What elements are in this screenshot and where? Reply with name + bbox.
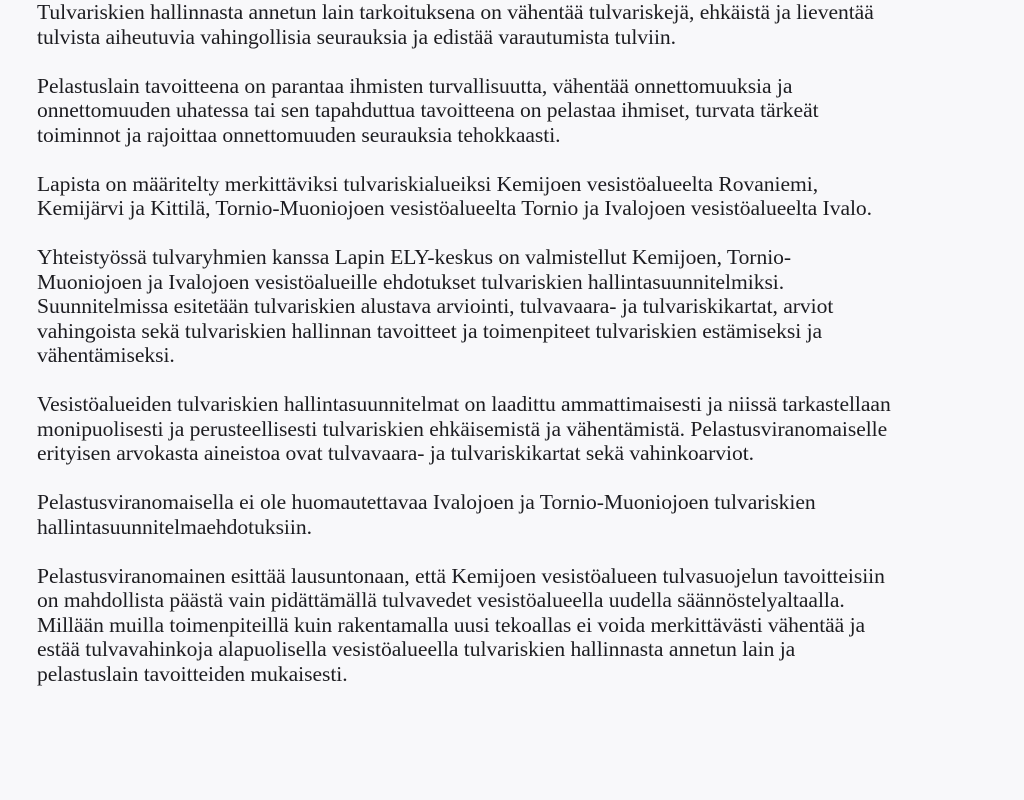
- paragraph-ely-centre-proposals: [37, 245, 1012, 368]
- text-line: monipuolisesti ja perusteellisesti tulvariskien ehkäisemistä ja vähentämistä. Pelastusviranomaiselle: [37, 416, 888, 441]
- text-line: Pelastuslain tavoitteena on parantaa ihmisten turvallisuutta, vähentää onnettomuuksia ja: [37, 73, 793, 98]
- text-line: Vesistöalueiden tulvariskien hallintasuunnitelmat on laadittu ammattimaisesti ja niissä tarkastellaan: [37, 392, 891, 416]
- text-line: erityisen arvokasta aineistoa ovat tulvavaara- ja tulvariskikartat sekä vahinkoarviot.: [37, 441, 755, 465]
- text-line: Pelastusviranomaisella ei ole huomautettavaa Ivalojoen ja Tornio-Muoniojoen tulvariskien: [37, 490, 816, 514]
- text-line: Lapista on määritelty merkittäviksi tulvariskialueiksi Kemijoen vesistöalueelta Rovaniemi,: [37, 171, 819, 196]
- text-line: estää tulvavahinkoja alapuolisella vesistöalueella tulvariskien hallinnasta annetun lain ja: [37, 637, 796, 661]
- text-line: Yhteistyössä tulvaryhmien kanssa Lapin ELY-keskus on valmistellut Kemijoen, Tornio-: [37, 245, 792, 269]
- text-line: Suunnitelmissa esitetään tulvariskien alustava arviointi, tulvavaara- ja tulvariskikartat, arviot: [37, 294, 834, 318]
- paragraph-rescue-act-goal: [37, 74, 1012, 148]
- text-line: vahingoista sekä tulvariskien hallinnan tavoitteet ja toimenpiteet tulvariskien estämiseksi ja: [37, 318, 823, 343]
- paragraph-significant-risk-areas: [37, 172, 1012, 221]
- text-line: pelastuslain tavoitteiden mukaisesti.: [37, 661, 348, 686]
- text-line: onnettomuuden uhatessa tai sen tapahduttua tavoitteena on pelastaa ihmiset, turvata tärkeät: [37, 98, 819, 122]
- text-line: on mahdollista päästä vain pidättämällä tulvavedet vesistöalueella uudella säännöstelyaltaalla.: [37, 588, 845, 612]
- paragraph-plans-assessment: [37, 392, 1012, 466]
- text-line: tulvista aiheutuvia vahingollisia seurauksia ja edistää varautumista tulviin.: [37, 24, 677, 49]
- paragraph-no-comments: [37, 490, 1012, 539]
- text-line: Muoniojoen ja Ivalojoen vesistöalueille ehdotukset tulvariskien hallintasuunnitelmiksi.: [37, 269, 785, 294]
- text-line: Tulvariskien hallinnasta annetun lain tarkoituksena on vähentää tulvariskejä, ehkäistä ja lieventää: [37, 0, 874, 24]
- document-body: [37, 0, 1012, 711]
- text-line: Pelastusviranomainen esittää lausuntonaan, että Kemijoen vesistöalueen tulvasuojelun tavoitteisiin: [37, 563, 885, 588]
- text-line: Millään muilla toimenpiteillä kuin rakentamalla uusi tekoallas ei voida merkittävästi vähentää ja: [37, 612, 866, 637]
- paragraph-statement-kemijoki: [37, 564, 1012, 687]
- text-line: hallintasuunnitelmaehdotuksiin.: [37, 514, 312, 539]
- text-line: vähentämiseksi.: [37, 343, 175, 367]
- text-line: toiminnot ja rajoittaa onnettomuuden seurauksia tehokkaasti.: [37, 122, 561, 147]
- paragraph-flood-risk-law-purpose: [37, 0, 1012, 49]
- text-line: Kemijärvi ja Kittilä, Tornio-Muoniojoen vesistöalueelta Tornio ja Ivalojoen vesistöalueelta Ivalo.: [37, 196, 873, 220]
